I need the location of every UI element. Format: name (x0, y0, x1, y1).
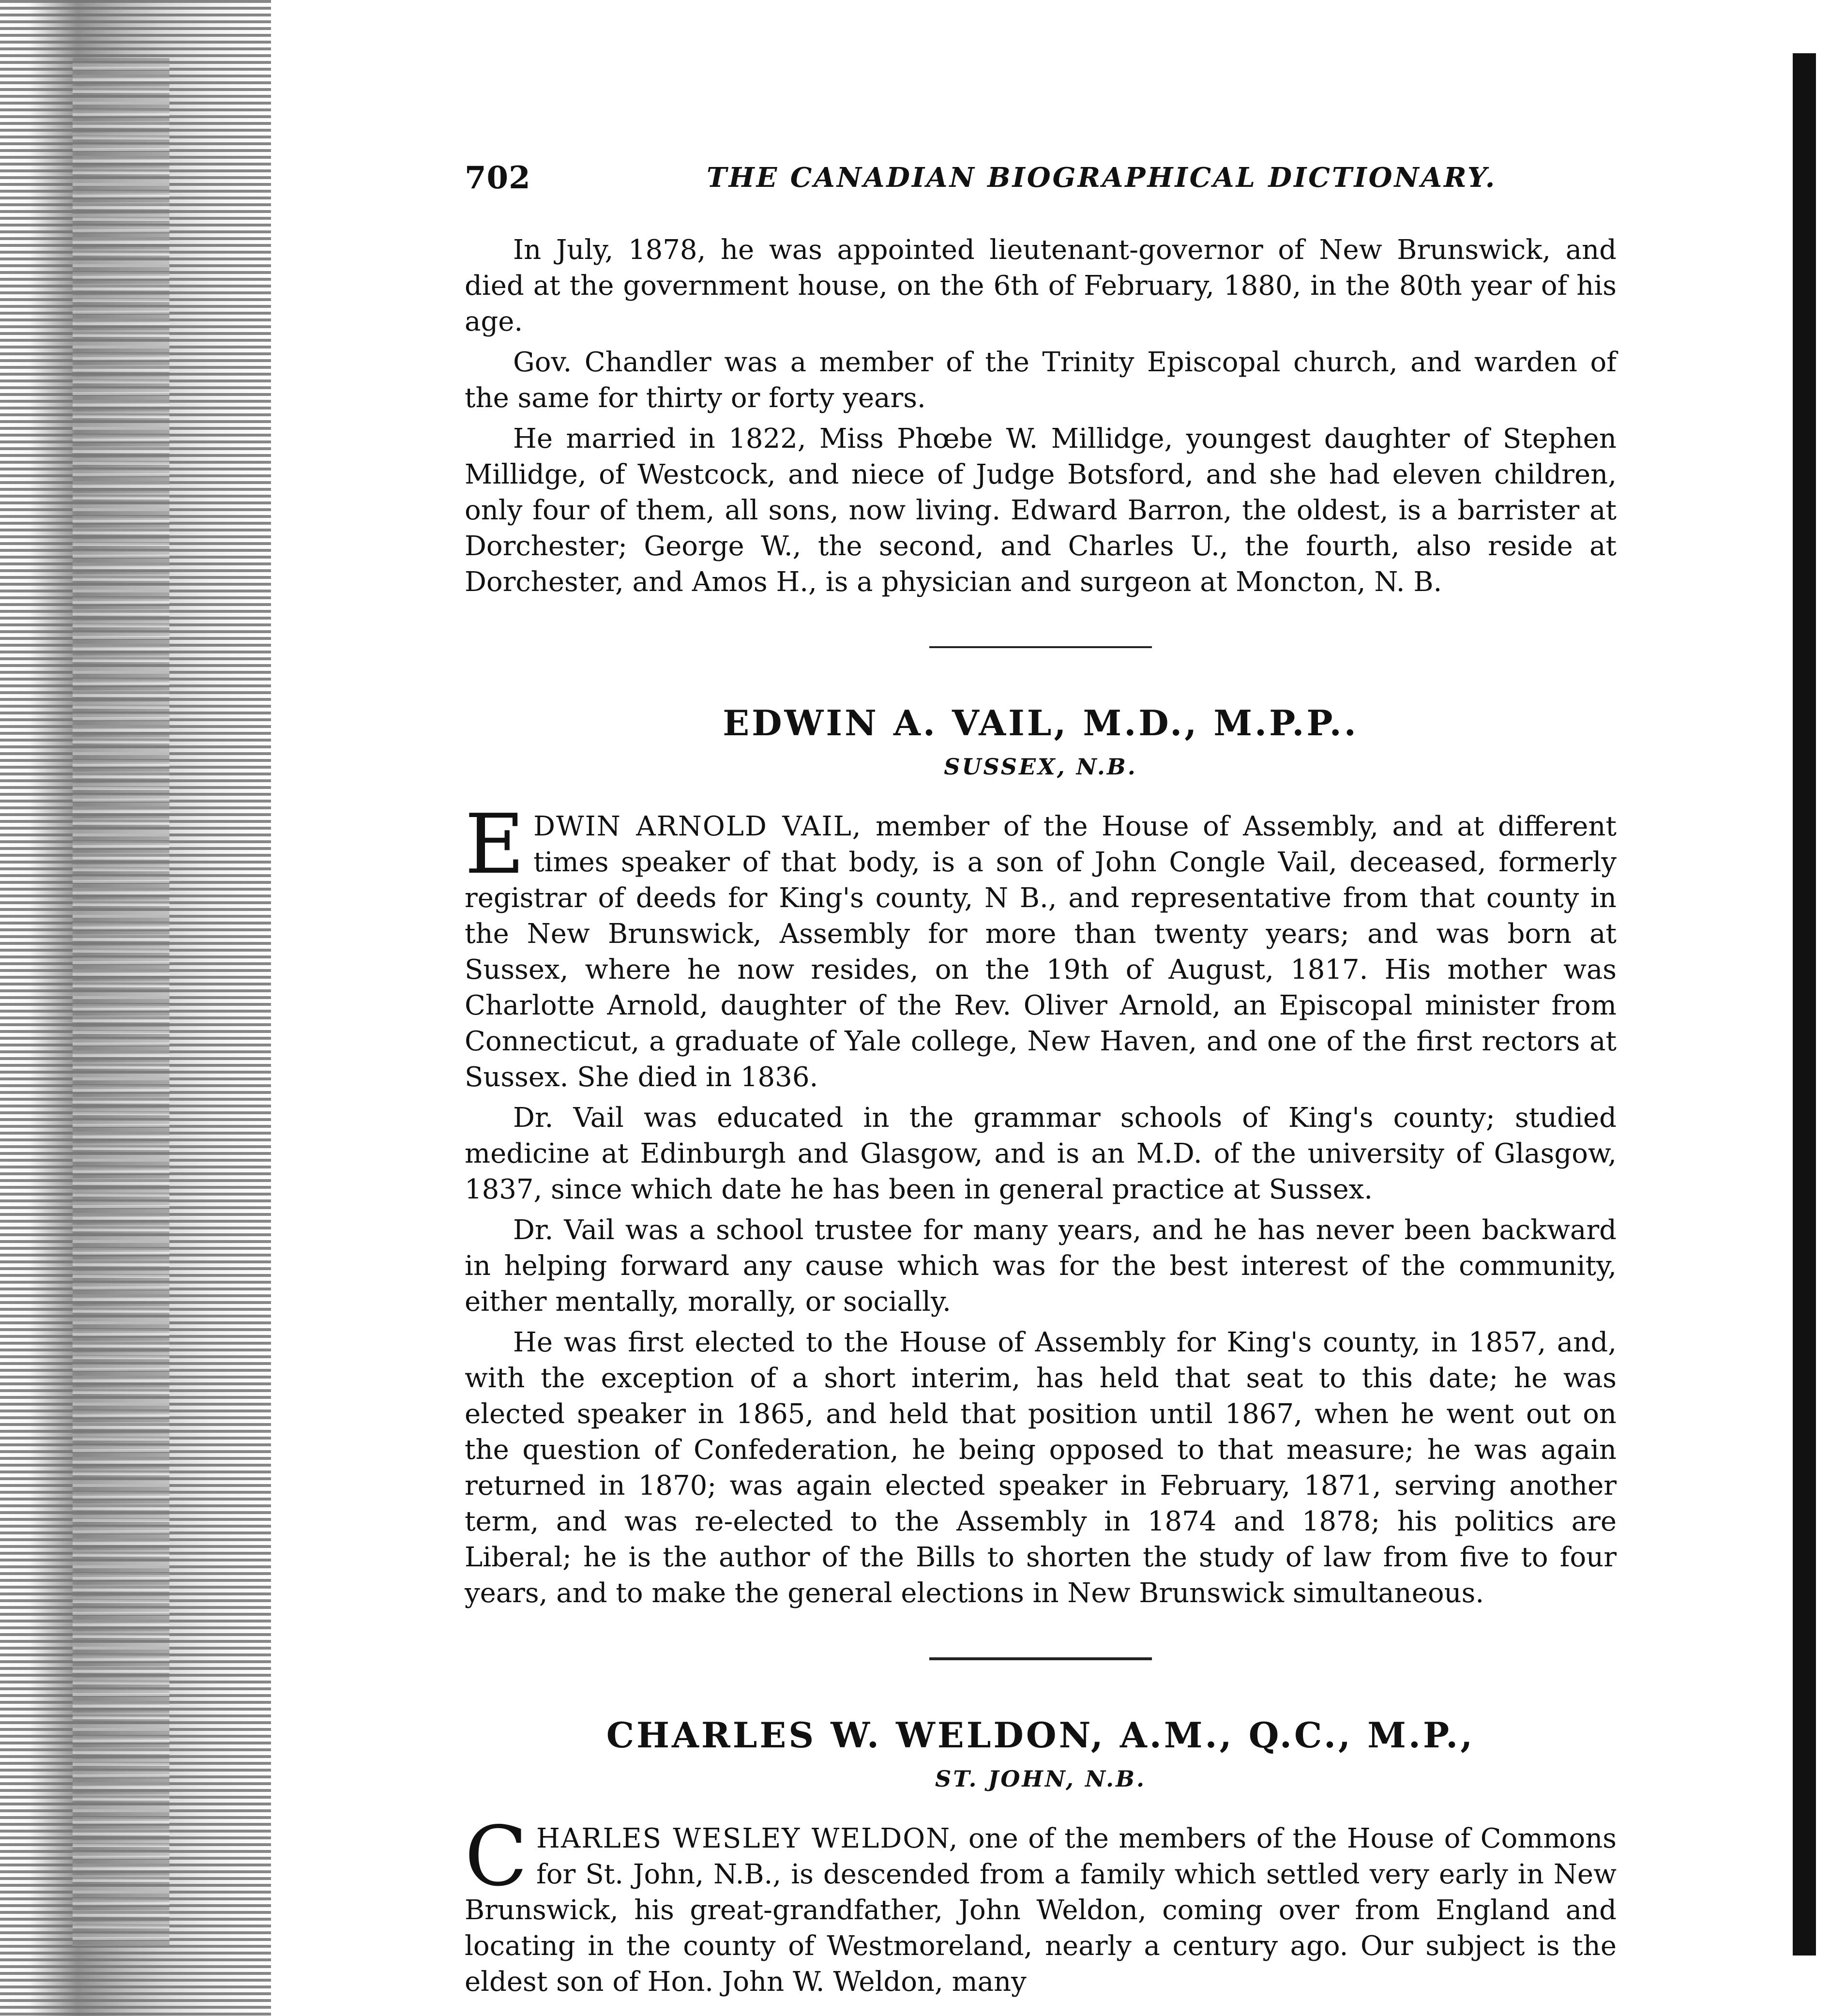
section-divider (929, 1657, 1152, 1660)
entry-place: SUSSEX, N.B. (944, 754, 1137, 780)
continuation-paragraph: He married in 1822, Miss Phœbe W. Millidge, youngest daughter of Stephen Millidge, of Westcock, and niece of Judge Botsford, and she had eleven children, only four of them, all sons, now living. Edward Barron, the oldest, is a barrister at Dorchester; George W., the second, and Charles U., the fourth, also reside at Dorchester, and Amos H., is a physician and surgeon at Moncton, N. B. (465, 423, 1617, 598)
lead-caps: HARLES WESLEY WELDON, (536, 1823, 959, 1854)
entry-weldon (465, 1713, 1617, 2000)
running-title: THE CANADIAN BIOGRAPHICAL DICTIONARY. (707, 162, 1497, 194)
entry-heading: EDWIN A. VAIL, M.D., M.P.P.. (723, 702, 1359, 743)
entry-body (465, 797, 1617, 1611)
drop-cap: E (465, 797, 525, 893)
first-paragraph-text: member of the House of Assembly, and at different times speaker of that body, is a son of John Congle Vail, deceased, formerly registrar of deeds for King's county, N B., and representative from that county in the New Brunswick, Assembly for more than twenty years; and was born at Sussex, where he now resides, on the 19th of August, 1817. His mother was Charlotte Arnold, daughter of the Rev. Oliver Arnold, an Episcopal minister from Connecticut, a graduate of Yale college, New Haven, and one of the first rectors at Sussex. She died in 1836. (465, 811, 1617, 1093)
first-paragraph-text: one of the members of the House of Commons for St. John, N.B., is descended from a family which settled very early in New Brunswick, his great-grandfather, John Weldon, coming over from England and locating in the county of Westmoreland, nearly a century ago. Our subject is the eldest son of Hon. John W. Weldon, many (465, 1823, 1617, 1998)
lead-caps: DWIN ARNOLD VAIL, (533, 811, 862, 842)
page-number: 702 (465, 160, 531, 196)
continuation-paragraph: In July, 1878, he was appointed lieutenant-governor of New Brunswick, and died at the government house, on the 6th of February, 1880, in the 80th year of his age. (465, 234, 1617, 337)
entry-heading: CHARLES W. WELDON, A.M., Q.C., M.P., (606, 1714, 1475, 1756)
drop-cap: C (465, 1809, 528, 1905)
entry-vail (465, 701, 1617, 1611)
continuation-paragraph: Gov. Chandler was a member of the Trinity Episcopal church, and warden of the same for thirty or forty years. (465, 347, 1617, 414)
book-page (465, 160, 1617, 1998)
running-head (465, 160, 1617, 213)
entry-first-paragraph (465, 1809, 1617, 2000)
section-divider (929, 646, 1152, 648)
scan-edge-left (0, 0, 271, 2016)
entry-place: ST. JOHN, N.B. (935, 1766, 1146, 1792)
entry-first-paragraph (465, 797, 1617, 1095)
entry-paragraph: Dr. Vail was a school trustee for many years, and he has never been backward in helping forward any cause which was for the best interest of the community, either mentally, morally, or socially. (465, 1214, 1617, 1318)
entry-body (465, 1809, 1617, 2000)
entry-paragraph: He was first elected to the House of Assembly for King's county, in 1857, and, with the exception of a short interim, has held that seat to this date; he was elected speaker in 1865, and held that position until 1867, when he went out on the question of Confederation, he being opposed to that measure; he was again returned in 1870; was again elected speaker in February, 1871, serving another term, and was re-elected to the Assembly in 1874 and 1878; his politics are Liberal; he is the author of the Bills to shorten the study of law from five to four years, and to make the general elections in New Brunswick simultaneous. (465, 1327, 1617, 1609)
continuation-text (465, 232, 1617, 600)
scan-edge-right (1793, 53, 1816, 1955)
entry-paragraph: Dr. Vail was educated in the grammar schools of King's county; studied medicine at Edinburgh and Glasgow, and is an M.D. of the university of Glasgow, 1837, since which date he has been in general practice at Sussex. (465, 1102, 1617, 1205)
